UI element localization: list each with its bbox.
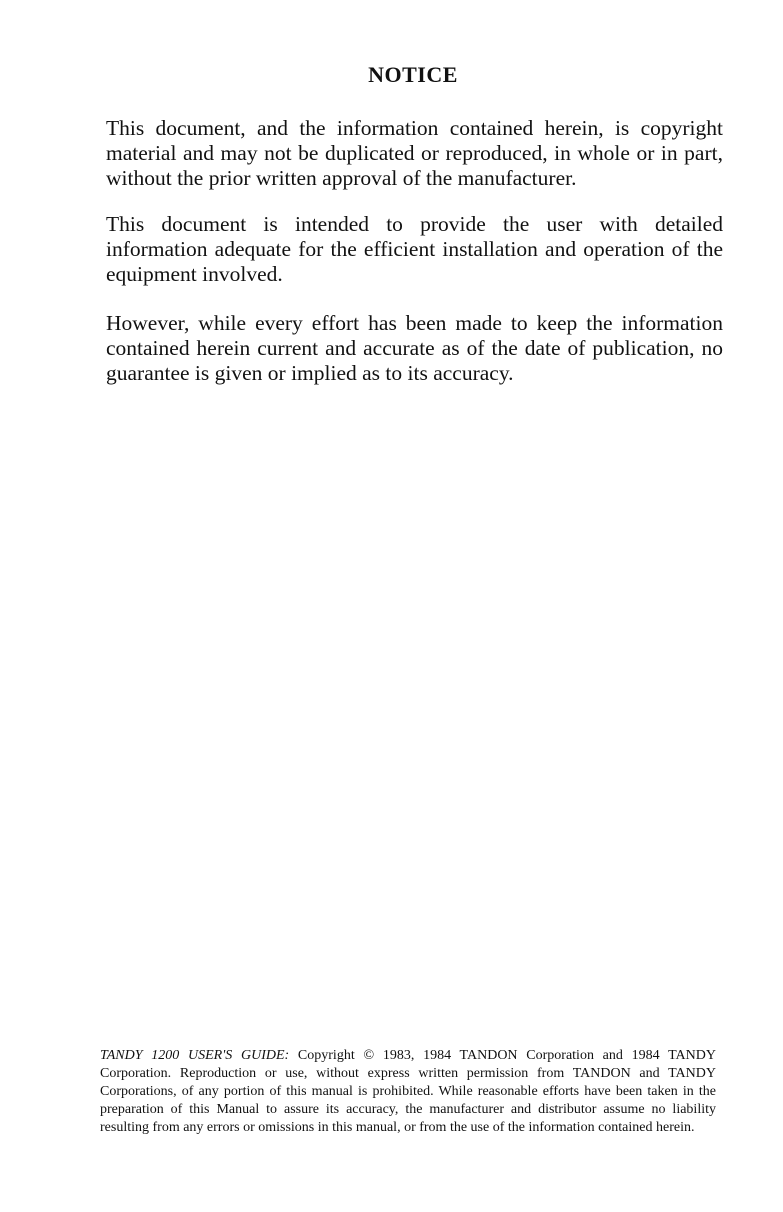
page-title: NOTICE xyxy=(368,62,458,87)
notice-paragraph-purpose: This document is intended to provide the user with detailed information adequate for the efficient installation and operation of the equipment involved. xyxy=(106,212,723,286)
copyright-footer xyxy=(100,1047,716,1137)
notice-paragraph-disclaimer: However, while every effort has been made to keep the information contained herein current and accurate as of the date of publication, no guarantee is given or implied as to its accuracy. xyxy=(106,311,723,385)
notice-paragraph-copyright: This document, and the information contained herein, is copyright material and may not be duplicated or reproduced, in whole or in part, without the prior written approval of the manufacturer. xyxy=(106,116,723,190)
footer-title-reference: TANDY 1200 USER'S GUIDE: xyxy=(100,1048,290,1063)
footer-text: Copyright © 1983, 1984 TANDON Corporation and 1984 TANDY Corporation. Reproduction or use, without express written permission from TANDON and TANDY Corporations, of any portion of this manual is prohibited. While reasonable efforts have been taken in the preparation of this Manual to assure its accuracy, the manufacturer and distributor assume no liability resulting from any errors or omissions in this manual, or from the use of the information contained herein. xyxy=(100,1048,717,1135)
